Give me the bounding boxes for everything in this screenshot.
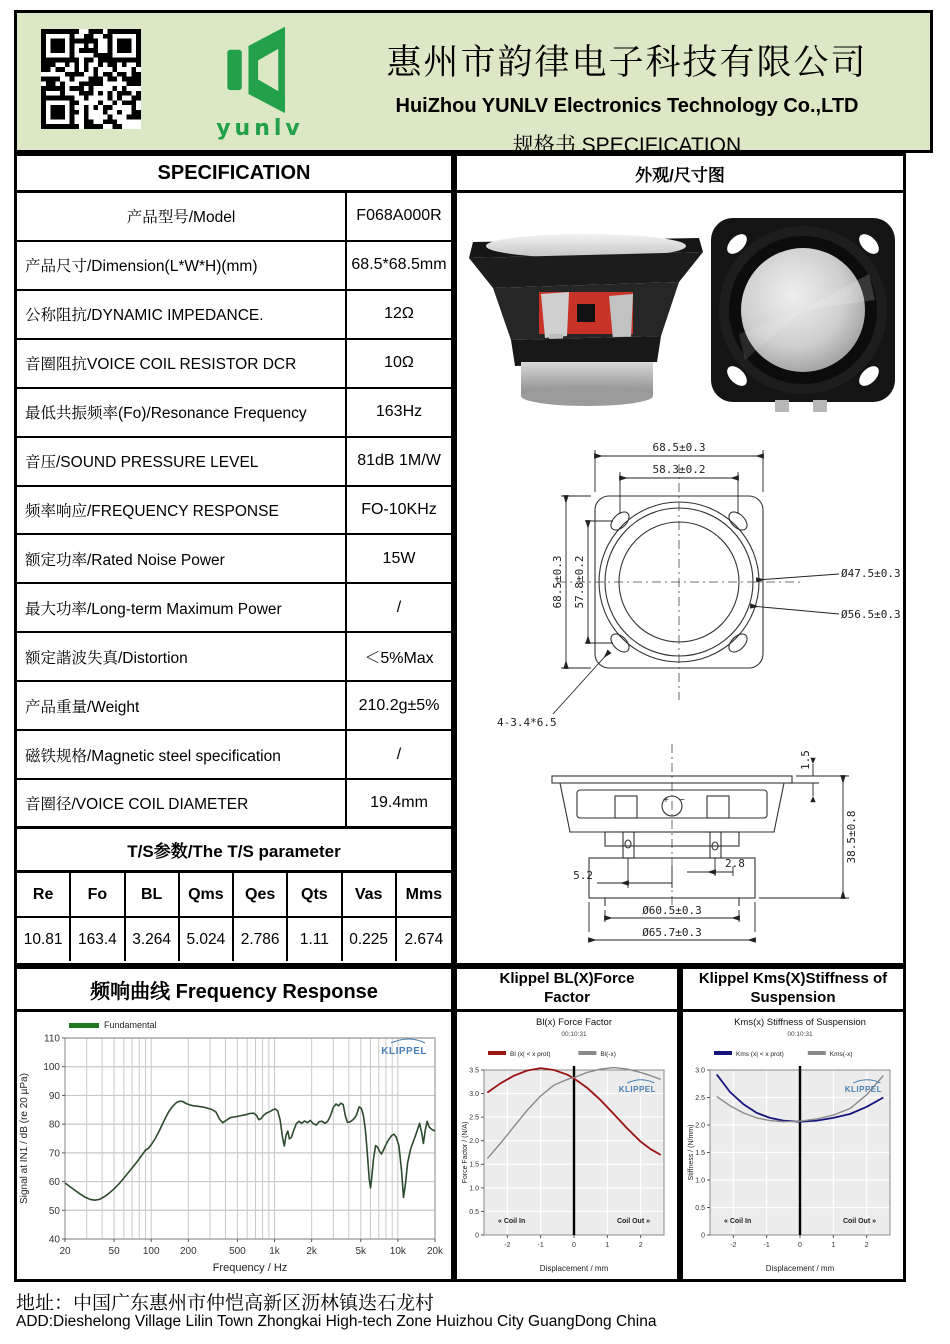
ts-header-cell: Fo — [71, 873, 125, 916]
spec-row-value: F068A000R — [356, 207, 442, 225]
dim-pitch-right: 2.8 — [725, 857, 745, 870]
svg-text:00:10:31: 00:10:31 — [787, 1031, 813, 1038]
bl-chart-svg — [457, 1012, 671, 1275]
spec-table-row — [17, 780, 451, 829]
dim-holes: 4-3.4*6.5 — [497, 716, 557, 729]
svg-text:100: 100 — [142, 1246, 160, 1257]
svg-text:Coil Out »: Coil Out » — [842, 1218, 876, 1225]
frequency-response-panel — [14, 966, 454, 1282]
spec-row-label: 音圈阻抗VOICE COIL RESISTOR DCR — [17, 340, 347, 387]
svg-text:2.5: 2.5 — [469, 1114, 479, 1122]
spec-row-label: 额定功率/Rated Noise Power — [17, 535, 347, 582]
svg-text:1: 1 — [605, 1242, 610, 1249]
dim-dia-frame: Ø60.5±0.3 — [642, 904, 702, 917]
spec-row-label: 最大功率/Long-term Maximum Power — [17, 584, 347, 631]
svg-text:1.5: 1.5 — [469, 1161, 479, 1169]
svg-text:10k: 10k — [389, 1246, 406, 1257]
dim-side-height: 38.5±0.8 — [845, 810, 858, 864]
svg-text:1.5: 1.5 — [695, 1149, 705, 1157]
dim-dia-cone: Ø47.5±0.3 — [841, 567, 901, 580]
qr-code-icon — [41, 29, 141, 129]
svg-text:50: 50 — [48, 1205, 60, 1217]
ts-header-cell: Qts — [288, 873, 342, 916]
specification-table — [14, 153, 454, 966]
bl-title-line1: Klippel BL(X)Force — [499, 970, 635, 988]
svg-text:1k: 1k — [269, 1246, 280, 1257]
dim-dia-surround: Ø56.5±0.3 — [841, 608, 901, 621]
svg-text:2.5: 2.5 — [695, 1094, 705, 1102]
speaker-front-photo — [709, 214, 897, 414]
kms-chart-svg — [683, 1012, 897, 1275]
kms-title-line2: Suspension — [750, 989, 836, 1006]
ts-value-cell: 2.786 — [234, 918, 288, 961]
svg-text:5k: 5k — [355, 1246, 367, 1257]
spec-row-value: 163Hz — [375, 403, 423, 421]
svg-text:500: 500 — [229, 1246, 246, 1257]
svg-text:0: 0 — [572, 1242, 576, 1249]
svg-text:50: 50 — [108, 1246, 120, 1257]
spec-row-label: 音圈径/VOICE COIL DIAMETER — [17, 780, 347, 826]
spec-table-row — [17, 487, 451, 536]
ts-value-cell: 0.225 — [343, 918, 397, 961]
frequency-response-title: 频响曲线 Frequency Response — [17, 969, 451, 1012]
company-name-cn: 惠州市韵律电子科技有限公司 — [386, 43, 868, 83]
svg-text:60: 60 — [48, 1177, 60, 1189]
svg-text:Bl(x) Force Factor: Bl(x) Force Factor — [535, 1017, 613, 1028]
svg-text:80: 80 — [48, 1119, 60, 1131]
svg-text:20k: 20k — [426, 1246, 444, 1257]
svg-text:0: 0 — [475, 1232, 479, 1240]
svg-text:-1: -1 — [537, 1242, 544, 1249]
spec-row-label: 频率响应/FREQUENCY RESPONSE — [17, 487, 347, 534]
svg-text:+: + — [663, 795, 669, 806]
svg-text:Kms(x) Stiffness of Suspension: Kms(x) Stiffness of Suspension — [734, 1017, 866, 1028]
spec-row-value: 10Ω — [384, 354, 414, 372]
spec-table-row — [17, 584, 451, 633]
spec-table-row — [17, 291, 451, 340]
ts-header-cell: Re — [17, 873, 71, 916]
dim-lip: 1.5 — [799, 750, 812, 770]
svg-text:2.0: 2.0 — [695, 1122, 705, 1130]
spec-row-label: 额定諧波失真/Distortion — [17, 633, 347, 680]
header — [14, 10, 933, 157]
svg-text:Signal at IN1 / dB (re 20 µPa): Signal at IN1 / dB (re 20 µPa) — [19, 1073, 30, 1204]
spec-row-value: 81dB 1M/W — [357, 452, 441, 470]
ts-header-cell: Mms — [405, 885, 443, 903]
spec-row-value: / — [396, 745, 402, 763]
svg-text:Kms (x| < x prot): Kms (x| < x prot) — [736, 1051, 784, 1058]
spec-table-row — [17, 731, 451, 780]
address-en: ADD:Dieshelong Village Lilin Town Zhongkai High-tech Zone Huizhou City GuangDong China — [16, 1313, 657, 1330]
spec-row-label: 产品尺寸/Dimension(L*W*H)(mm) — [17, 242, 347, 289]
svg-text:110: 110 — [44, 1033, 60, 1045]
svg-text:-2: -2 — [730, 1242, 737, 1249]
svg-text:-2: -2 — [504, 1242, 511, 1249]
front-dimension-drawing — [457, 434, 903, 736]
svg-text:20: 20 — [59, 1246, 71, 1257]
company-name-en: HuiZhou YUNLV Electronics Technology Co.,LTD — [395, 95, 859, 117]
svg-text:2: 2 — [864, 1242, 869, 1249]
ts-header-cell: Qes — [234, 873, 288, 916]
spec-row-value: / — [396, 598, 402, 616]
spec-row-label: 磁铁规格/Magnetic steel specification — [17, 731, 347, 778]
svg-text:Bl (x| < x prot): Bl (x| < x prot) — [510, 1051, 551, 1058]
spec-row-label: 产品重量/Weight — [17, 682, 347, 729]
spec-table-row — [17, 438, 451, 487]
dim-width-outer: 68.5±0.3 — [652, 441, 706, 454]
svg-text:90: 90 — [48, 1090, 60, 1102]
ts-value-cell: 10.81 — [17, 918, 71, 961]
company-logo — [195, 21, 325, 149]
fr-chart-svg — [17, 1012, 445, 1275]
spec-row-value: 210.2g±5% — [358, 696, 440, 714]
ts-value-cell: 163.4 — [71, 918, 125, 961]
ts-value-cell: 3.264 — [126, 918, 180, 961]
spec-rows — [17, 193, 451, 829]
svg-text:200: 200 — [179, 1246, 197, 1257]
ts-header-cell: BL — [126, 873, 180, 916]
svg-text:Fundamental: Fundamental — [104, 1020, 157, 1030]
svg-text:0.5: 0.5 — [469, 1208, 479, 1216]
speaker-side-photo — [465, 204, 707, 424]
spec-table-row — [17, 340, 451, 389]
svg-text:1.0: 1.0 — [695, 1177, 705, 1185]
svg-text:0: 0 — [701, 1232, 705, 1240]
dim-width-inner: 58.3±0.2 — [652, 463, 706, 476]
speaker-logo-icon — [212, 21, 308, 117]
svg-text:Frequency / Hz: Frequency / Hz — [212, 1262, 288, 1274]
svg-text:1: 1 — [831, 1242, 836, 1249]
ts-value-cell: 2.674 — [404, 930, 444, 948]
dim-pitch-left: 5.2 — [573, 869, 593, 882]
dim-height-outer: 68.5±0.3 — [551, 555, 564, 609]
svg-text:3.5: 3.5 — [469, 1067, 479, 1075]
svg-text:100: 100 — [43, 1062, 60, 1074]
kms-panel-title — [683, 969, 903, 1012]
svg-text:0.5: 0.5 — [695, 1204, 705, 1212]
svg-text:2k: 2k — [306, 1246, 317, 1257]
svg-text:3.0: 3.0 — [695, 1067, 705, 1075]
spec-table-row — [17, 682, 451, 731]
svg-text:1.0: 1.0 — [469, 1185, 479, 1193]
spec-table-title: SPECIFICATION — [17, 156, 451, 193]
appearance-section — [454, 153, 906, 966]
dim-height-inner: 57.8±0.2 — [573, 555, 586, 609]
appearance-title: 外观/尺寸图 — [457, 156, 903, 193]
svg-text:40: 40 — [48, 1234, 60, 1246]
spec-row-value: ＜5%Max — [364, 650, 434, 668]
svg-text:3.0: 3.0 — [469, 1091, 479, 1099]
svg-text:KLIPPEL: KLIPPEL — [618, 1085, 656, 1094]
svg-text:2.0: 2.0 — [469, 1138, 479, 1146]
bl-panel-title — [457, 969, 677, 1012]
doc-type-title: 规格书 SPECIFICATION — [512, 134, 742, 157]
bl-title-line2: Factor — [544, 989, 590, 1006]
svg-text:00:10:31: 00:10:31 — [561, 1031, 587, 1038]
spec-table-row — [17, 389, 451, 438]
svg-text:0: 0 — [798, 1242, 802, 1249]
svg-text:Stiffness / (N/mm): Stiffness / (N/mm) — [688, 1124, 695, 1181]
svg-text:Force Factor / (N/A): Force Factor / (N/A) — [462, 1121, 469, 1184]
spec-row-value: 19.4mm — [370, 794, 428, 812]
svg-text:Coil Out »: Coil Out » — [616, 1218, 650, 1225]
spec-table-row — [17, 633, 451, 682]
spec-row-label: 音压/SOUND PRESSURE LEVEL — [17, 438, 347, 485]
ts-header-cell: Qms — [180, 873, 234, 916]
svg-text:« Coil In: « Coil In — [498, 1218, 526, 1225]
kms-title-line1: Klippel Kms(X)Stiffness of — [698, 970, 888, 988]
spec-row-label: 公称阻抗/DYNAMIC IMPEDANCE. — [17, 291, 347, 338]
svg-text:-1: -1 — [763, 1242, 770, 1249]
svg-text:Displacement / mm: Displacement / mm — [765, 1264, 835, 1273]
bl-force-factor-panel — [454, 966, 680, 1282]
spec-row-value: 12Ω — [384, 305, 414, 323]
svg-text:70: 70 — [48, 1148, 60, 1160]
ts-parameter-title: T/S参数/The T/S parameter — [17, 829, 451, 873]
svg-text:2: 2 — [638, 1242, 643, 1249]
svg-text:Bl(-x): Bl(-x) — [600, 1051, 616, 1058]
spec-table-row — [17, 193, 451, 242]
ts-value-row — [17, 918, 451, 961]
svg-text:−: − — [679, 795, 685, 806]
ts-header-cell: Vas — [343, 873, 397, 916]
ts-header-row — [17, 873, 451, 918]
kms-stiffness-panel — [680, 966, 906, 1282]
frequency-response-chart — [17, 1012, 451, 1280]
ts-value-cell: 5.024 — [180, 918, 234, 961]
logo-text: yunlv — [216, 116, 304, 141]
svg-text:KLIPPEL: KLIPPEL — [381, 1046, 427, 1057]
svg-text:« Coil In: « Coil In — [724, 1218, 752, 1225]
svg-text:Displacement / mm: Displacement / mm — [539, 1264, 609, 1273]
ts-value-cell: 1.11 — [288, 918, 342, 961]
spec-table-row — [17, 242, 451, 291]
svg-text:Kms(-x): Kms(-x) — [829, 1051, 853, 1058]
side-dimension-drawing — [457, 736, 903, 960]
spec-row-value: FO-10KHz — [361, 500, 437, 518]
spec-row-value: 15W — [382, 549, 416, 567]
svg-text:KLIPPEL: KLIPPEL — [844, 1085, 882, 1094]
address-cn: 地址：中国广东惠州市仲恺高新区沥林镇迭石龙村 — [16, 1292, 435, 1314]
spec-row-value: 68.5*68.5mm — [351, 256, 447, 274]
dim-dia-flange: Ø65.7±0.3 — [642, 926, 702, 939]
spec-row-label: 最低共振频率(Fo)/Resonance Frequency — [17, 389, 347, 436]
spec-table-row — [17, 535, 451, 584]
spec-row-label: 产品型号/Model — [17, 193, 347, 240]
bl-force-factor-chart — [457, 1012, 677, 1280]
kms-stiffness-chart — [683, 1012, 903, 1280]
